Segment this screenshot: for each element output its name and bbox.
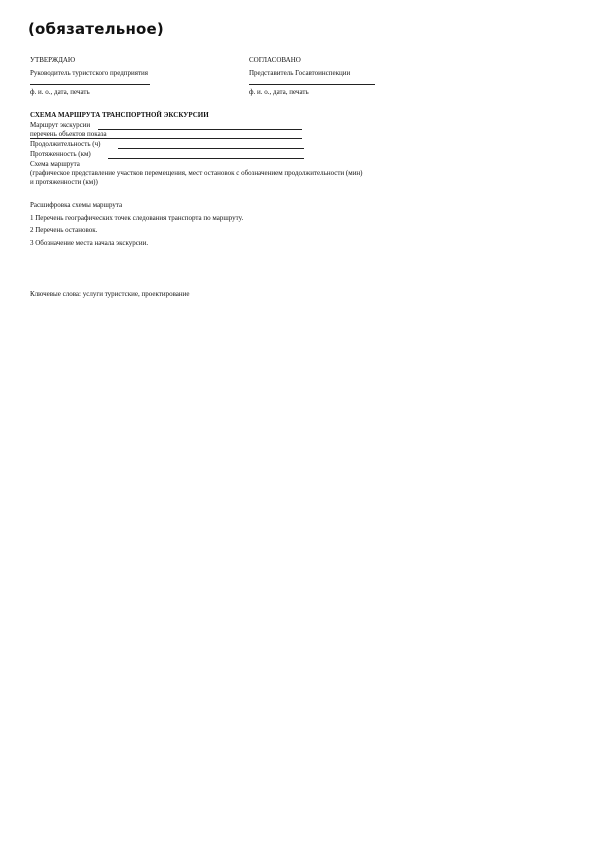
decoding-item-3: 3 Обозначение места начала экскурсии. [30, 239, 149, 247]
route-label: Маршрут экскурсии [30, 121, 91, 129]
approval-left-sign-caption: ф. и. о., дата, печать [30, 88, 90, 96]
scheme-title: СХЕМА МАРШРУТА ТРАНСПОРТНОЙ ЭКСКУРСИИ [30, 111, 209, 119]
approval-right-role: Представитель Госавтоинспекции [249, 69, 351, 77]
length-fill-line [108, 158, 304, 159]
approval-right-signature-line [249, 84, 375, 85]
objects-label: перечень объектов показа [30, 130, 107, 138]
decoding-title: Расшифровка схемы маршрута [30, 201, 123, 209]
approval-left-title: УТВЕРЖДАЮ [30, 56, 76, 64]
decoding-item-2: 2 Перечень остановок. [30, 226, 98, 234]
scheme-note-line1: (графическое представление участков перемещения, мест остановок с обозначением продолжительности (мин) [30, 169, 363, 177]
duration-fill-line [118, 148, 304, 149]
approval-left-role: Руководитель туристского предприятия [30, 69, 149, 77]
approval-right-sign-caption: ф. и. о., дата, печать [249, 88, 309, 96]
keywords-line: Ключевые слова: услуги туристские, проектирование [30, 290, 190, 298]
scheme-note-line2: и протяженности (км)) [30, 178, 98, 186]
duration-label: Продолжительность (ч) [30, 140, 101, 148]
length-label: Протяженность (км) [30, 150, 91, 158]
scheme-label: Схема маршрута [30, 160, 80, 168]
approval-right-title: СОГЛАСОВАНО [249, 56, 301, 64]
approval-left-signature-line [30, 84, 150, 85]
decoding-item-1: 1 Перечень географических точек следования транспорта по маршруту. [30, 214, 244, 222]
objects-fill-line [30, 138, 302, 139]
route-fill-line [98, 129, 302, 130]
page-heading: (обязательное) [28, 20, 164, 38]
